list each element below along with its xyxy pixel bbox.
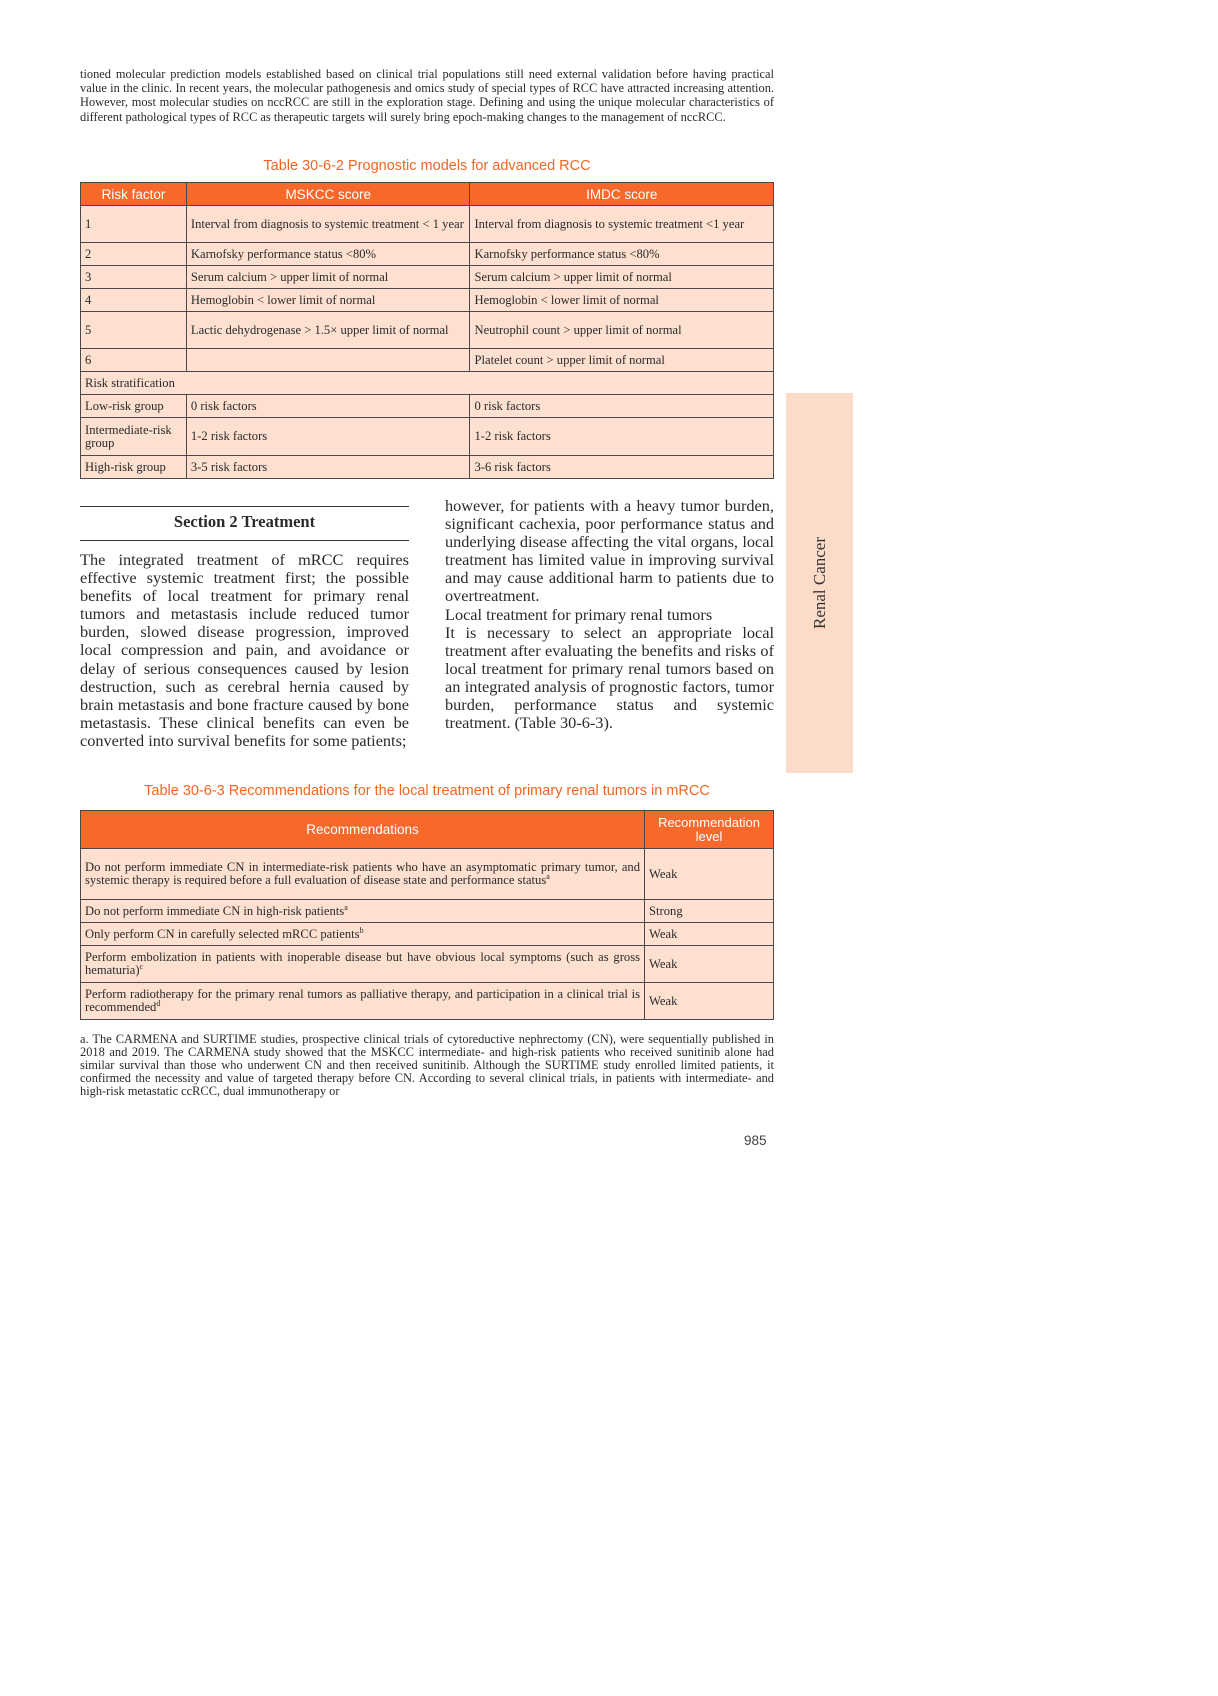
section-right-column [445, 497, 774, 732]
imdc-cell: Karnofsky performance status <80% [470, 243, 774, 266]
imdc-cell: Serum calcium > upper limit of normal [470, 266, 774, 289]
risk-group-label: Low-risk group [81, 395, 187, 418]
table1-header-mskcc: MSKCC score [186, 183, 470, 206]
recommendations-table [80, 810, 774, 1020]
recommendation-cell [81, 849, 645, 900]
recommendation-text: Perform radiotherapy for the primary renal tumors as palliative therapy, and participation in a clinical trial is recommended [85, 987, 641, 1014]
mskcc-cell: 1-2 risk factors [186, 418, 470, 456]
imdc-cell: Interval from diagnosis to systemic treatment <1 year [470, 206, 774, 243]
risk-factor-number: 6 [81, 349, 187, 372]
table-row [81, 418, 774, 456]
section-right-paragraph-2: It is necessary to select an appropriate local treatment after evaluating the benefits and risks of local treatment for primary renal tumors based on an integrated analysis of prognostic factors, tumor burden, performance status and systemic treatment. (Table 30-6-3). [445, 622, 774, 733]
footnote-marker: b [359, 925, 364, 935]
recommendation-text: Perform embolization in patients with inoperable disease but have obvious local symptoms (such as gross hematuria) [85, 950, 641, 977]
page-number: 985 [744, 1133, 767, 1148]
table-row [81, 289, 774, 312]
recommendation-level: Weak [645, 923, 774, 946]
imdc-cell: Hemoglobin < lower limit of normal [470, 289, 774, 312]
recommendation-level: Weak [645, 849, 774, 900]
recommendation-level: Weak [645, 946, 774, 983]
recommendation-level: Strong [645, 900, 774, 923]
table1-header-imdc: IMDC score [470, 183, 774, 206]
table2-header-recommendations: Recommendations [81, 811, 645, 849]
table-row [81, 456, 774, 479]
recommendation-cell [81, 983, 645, 1020]
prognostic-models-table [80, 182, 774, 479]
mskcc-cell: Serum calcium > upper limit of normal [186, 266, 470, 289]
section-right-paragraph-1: however, for patients with a heavy tumor burden, significant cachexia, poor performance status and underlying disease affecting the vital organs, local treatment has limited value in improving survival and may cause additional harm to patients due to overtreatment. [445, 496, 774, 606]
mskcc-cell: Karnofsky performance status <80% [186, 243, 470, 266]
table1-caption: Table 30-6-2 Prognostic models for advanced RCC [263, 158, 591, 174]
recommendation-cell [81, 946, 645, 983]
risk-stratification-label: Risk stratification [81, 372, 774, 395]
mskcc-cell [186, 349, 470, 372]
section-rule-bottom [80, 540, 409, 541]
table1-header-risk-factor: Risk factor [81, 183, 187, 206]
table2-caption: Table 30-6-3 Recommendations for the local treatment of primary renal tumors in mRCC [144, 783, 710, 799]
chapter-side-tab-label: Renal Cancer [809, 536, 829, 630]
mskcc-cell: Hemoglobin < lower limit of normal [186, 289, 470, 312]
recommendation-cell [81, 900, 645, 923]
risk-factor-number: 2 [81, 243, 187, 266]
risk-factor-number: 5 [81, 312, 187, 349]
table-row [81, 395, 774, 418]
table-row [81, 946, 774, 983]
section-left-paragraph: The integrated treatment of mRCC requires effective systemic treatment first; the possible benefits of local treatment for primary renal tumors and metastasis include reduced tumor burden, slowed disease progression, improved local compression and pain, and avoidance or delay of serious consequences caused by lesion destruction, such as cerebral hernia caused by brain metastasis and bone fracture caused by bone metastasis. These clinical benefits can even be converted into survival benefits for some patients; [80, 550, 409, 750]
table-row [81, 349, 774, 372]
mskcc-cell: Interval from diagnosis to systemic treatment < 1 year [186, 206, 470, 243]
mskcc-cell: 0 risk factors [186, 395, 470, 418]
risk-group-label: Intermediate-risk group [81, 418, 187, 456]
table-row [81, 206, 774, 243]
risk-factor-number: 3 [81, 266, 187, 289]
recommendation-text: Only perform CN in carefully selected mRCC patients [85, 926, 360, 941]
recommendation-text: Do not perform immediate CN in intermediate-risk patients who have an asymptomatic primary tumor, and systemic therapy is required before a full evaluation of disease state and performance status [85, 860, 641, 887]
table-row [81, 243, 774, 266]
table-row [81, 900, 774, 923]
section-rule-top [80, 506, 409, 507]
risk-stratification-row [81, 372, 774, 395]
risk-group-label: High-risk group [81, 456, 187, 479]
footnote-marker: a [344, 902, 348, 912]
imdc-cell: 1-2 risk factors [470, 418, 774, 456]
mskcc-cell: 3-5 risk factors [186, 456, 470, 479]
table-row [81, 312, 774, 349]
section-title: Section 2 Treatment [173, 512, 316, 531]
footnote-marker: c [139, 961, 144, 971]
footnote-marker: d [156, 998, 161, 1008]
section-subheading: Local treatment for primary renal tumors [445, 604, 713, 624]
recommendation-text: Do not perform immediate CN in high-risk patients [85, 903, 345, 918]
imdc-cell: Platelet count > upper limit of normal [470, 349, 774, 372]
recommendation-level: Weak [645, 983, 774, 1020]
table-row [81, 983, 774, 1020]
chapter-side-tab [786, 393, 853, 773]
recommendation-cell [81, 923, 645, 946]
table2-header-row [81, 811, 774, 849]
table-row [81, 266, 774, 289]
mskcc-cell: Lactic dehydrogenase > 1.5× upper limit of normal [186, 312, 470, 349]
imdc-cell: Neutrophil count > upper limit of normal [470, 312, 774, 349]
intro-paragraph: tioned molecular prediction models established based on clinical trial populations still need external validation before having practical value in the clinic. In recent years, the molecular pathogenesis and omics study of special types of RCC have attracted increasing attention. However, most molecular studies on nccRCC are still in the exploration stage. Defining and using the unique molecular characteristics of different pathological types of RCC as therapeutic targets will surely bring epoch-making changes to the management of nccRCC. [80, 67, 774, 124]
table-row [81, 923, 774, 946]
table1-header-row [81, 183, 774, 206]
risk-factor-number: 4 [81, 289, 187, 312]
table2-header-level: Recommendation level [645, 811, 774, 849]
footnote-marker: a [546, 871, 550, 881]
table-row [81, 849, 774, 900]
imdc-cell: 0 risk factors [470, 395, 774, 418]
imdc-cell: 3-6 risk factors [470, 456, 774, 479]
risk-factor-number: 1 [81, 206, 187, 243]
footnote: a. The CARMENA and SURTIME studies, prospective clinical trials of cytoreductive nephrectomy (CN), were sequentially published in 2018 and 2019. The CARMENA study showed that the MSKCC intermediate- and high-risk patients who received sunitinib alone had similar survival than those who underwent CN and then received sunitinib. Although the SURTIME study enrolled limited patients, it confirmed the necessity and value of targeted therapy before CN. According to several clinical trials, in patients with intermediate- and high-risk metastatic ccRCC, dual immunotherapy or [80, 1032, 774, 1099]
